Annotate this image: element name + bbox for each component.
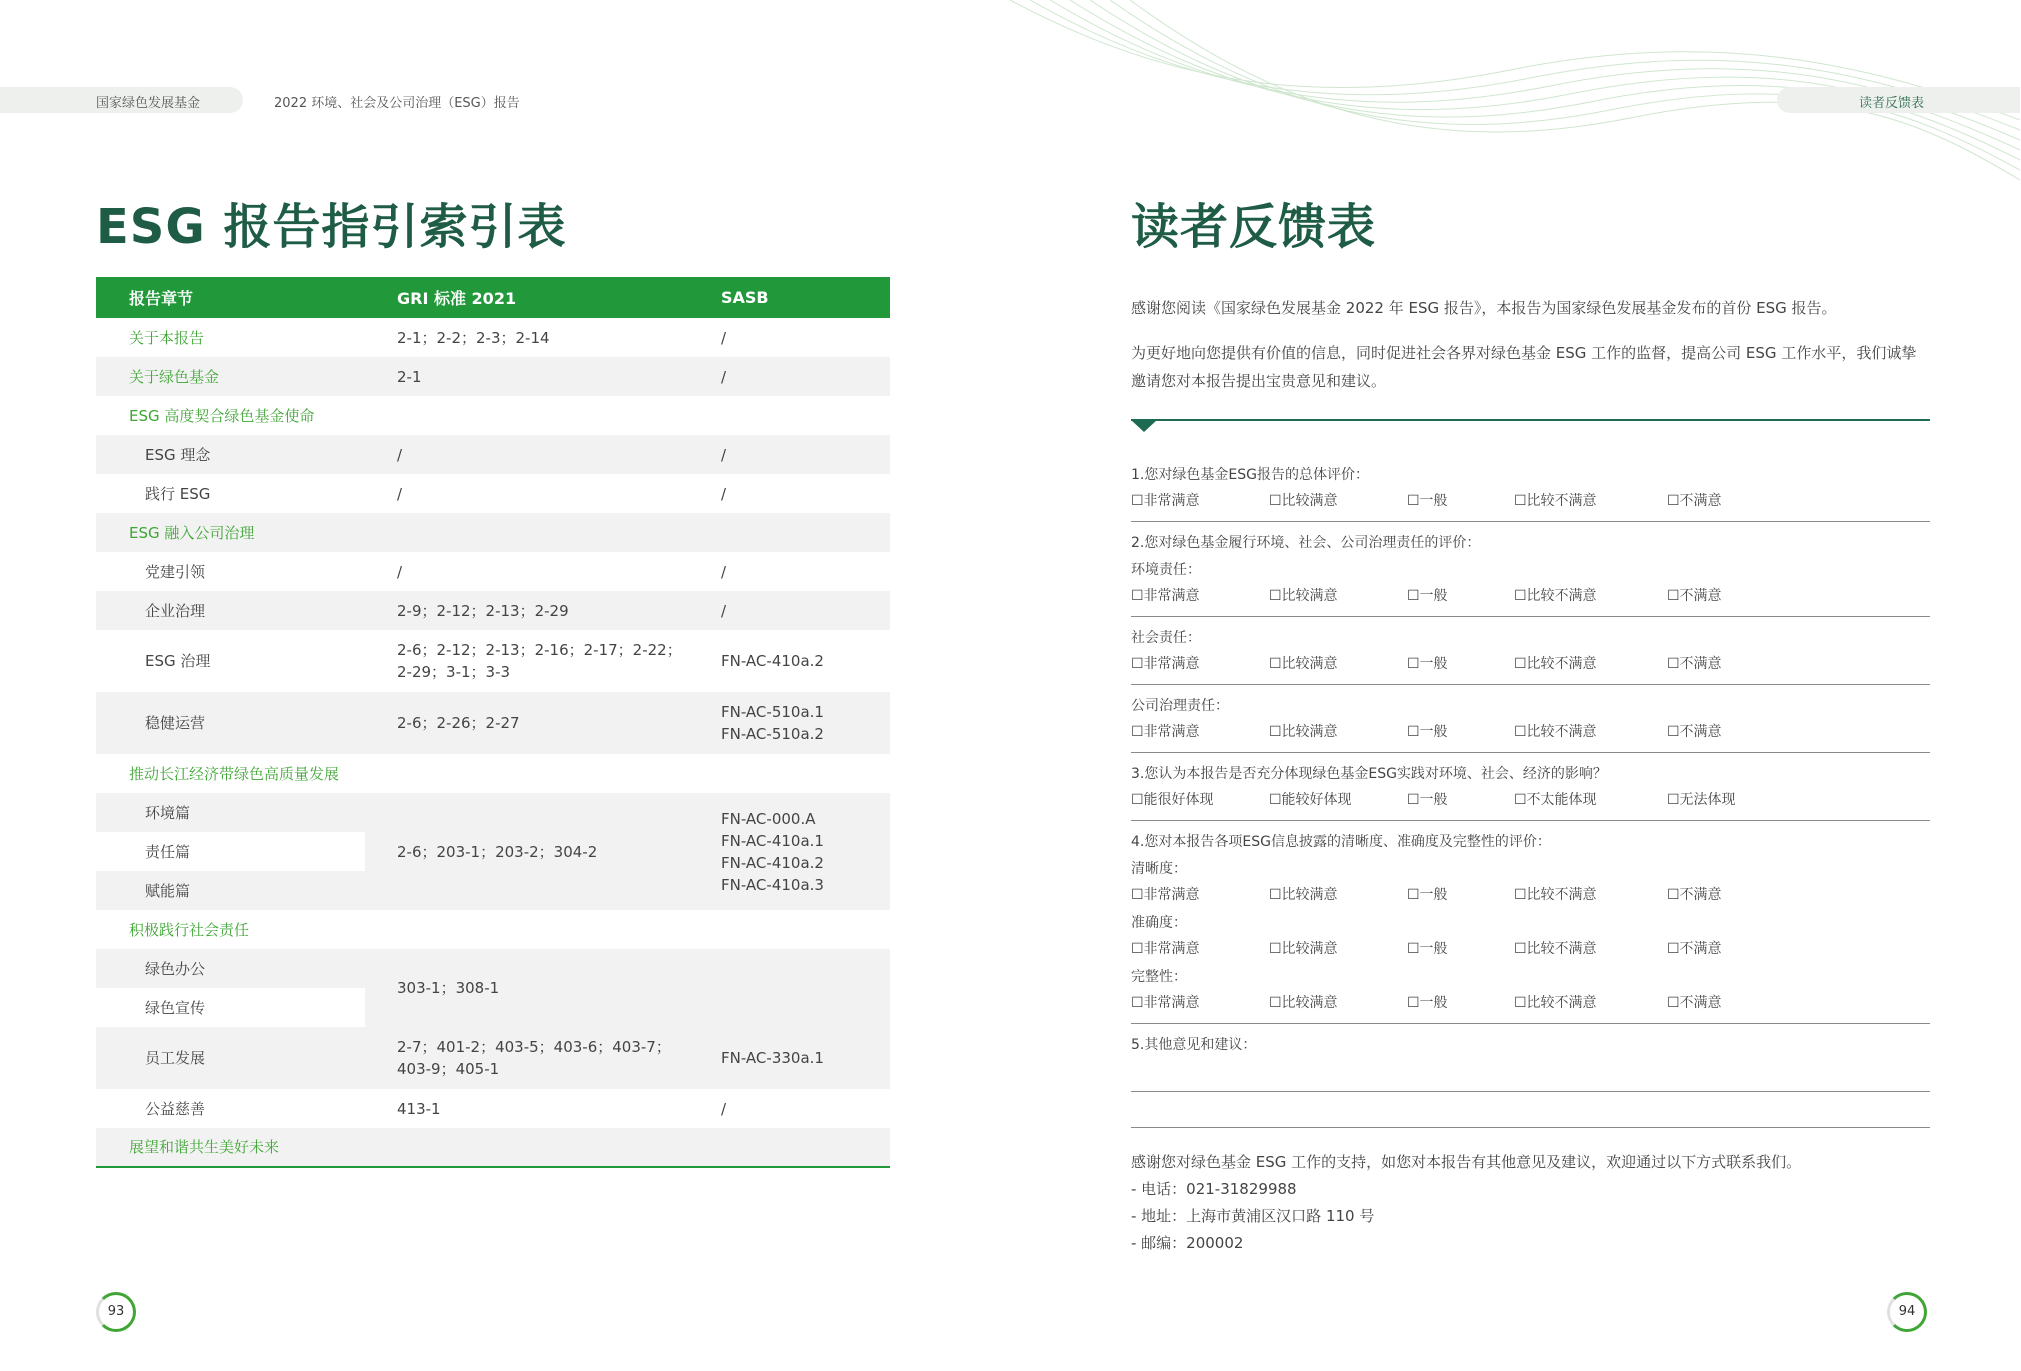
contact-intro: 感谢您对绿色基金 ESG 工作的支持，如您对本报告有其他意见及建议，欢迎通过以下方式联系我们。 (1131, 1153, 1802, 1171)
answer-line[interactable] (1131, 1091, 1930, 1092)
question-3: 3.您认为本报告是否充分体现绿色基金ESG实践对环境、社会、经济的影响？ (1131, 766, 1607, 782)
intro-paragraph: 感谢您阅读《国家绿色发展基金 2022 年 ESG 报告》，本报告为国家绿色发展基金发布的首份 ESG 报告。 (1131, 299, 1837, 317)
chapter-cell: 绿色办公 (96, 949, 365, 988)
chapter-cell: 责任篇 (96, 832, 365, 871)
table-header-row (96, 277, 890, 318)
chapter-cell: ESG 治理 (145, 652, 211, 670)
chapter-cell: 环境篇 (96, 793, 365, 832)
rating-options (1131, 721, 1931, 741)
section-cell: 积极践行社会责任 (129, 920, 250, 939)
checkbox-option[interactable]: ☐不满意 (1667, 887, 1722, 903)
table-row (96, 357, 890, 396)
gri-cell: / (397, 484, 403, 503)
chapter-cell: ESG 理念 (96, 435, 365, 474)
chapter-cell: 党建引领 (145, 562, 206, 581)
checkbox-option[interactable]: ☐非常满意 (1131, 724, 1200, 740)
checkbox-option[interactable]: ☐非常满意 (1131, 941, 1200, 957)
checkbox-option[interactable]: ☐比较满意 (1269, 995, 1338, 1011)
sasb-cell: / (689, 435, 890, 474)
sasb-cell (689, 692, 890, 754)
chapter-cell: 绿色宣传 (96, 988, 365, 1027)
sasb-cell: / (721, 484, 727, 503)
checkbox-option[interactable]: ☐无法体现 (1667, 792, 1736, 808)
column-header: GRI 标准 2021 (365, 277, 689, 318)
checkbox-option[interactable]: ☐一般 (1407, 995, 1448, 1011)
right-page (1010, 0, 2020, 1371)
checkbox-option[interactable]: ☐比较不满意 (1514, 941, 1597, 957)
table-row (96, 1027, 890, 1089)
question-label: 公司治理责任： (1131, 698, 1229, 714)
sasb-code: FN-AC-510a.1 FN-AC-510a.2 (721, 703, 824, 743)
divider (1131, 419, 1930, 421)
checkbox-option[interactable]: ☐一般 (1407, 792, 1448, 808)
contact-phone: - 电话：021-31829988 (1131, 1180, 1297, 1198)
checkbox-option[interactable]: ☐不满意 (1667, 941, 1722, 957)
checkbox-option[interactable]: ☐一般 (1407, 887, 1448, 903)
question-1: 1.您对绿色基金ESG报告的总体评价： (1131, 467, 1369, 483)
header-section-name: 读者反馈表 (1858, 96, 1924, 111)
sasb-cell (689, 793, 890, 910)
rating-options (1131, 585, 1931, 605)
gri-cell: 2-7；401-2；403-5；403-6；403-7；403-9；405-1 (365, 1027, 689, 1089)
table-row (96, 396, 890, 435)
checkbox-option[interactable]: ☐非常满意 (1131, 995, 1200, 1011)
divider (1131, 521, 1930, 522)
checkbox-option[interactable]: ☐非常满意 (1131, 656, 1200, 672)
chapter-cell: 员工发展 (96, 1027, 365, 1089)
table-row (96, 692, 890, 754)
divider (1131, 1023, 1930, 1024)
sasb-cell: / (689, 591, 890, 630)
gri-cell: 303-1；308-1 (365, 949, 689, 1027)
checkbox-option[interactable]: ☐比较满意 (1269, 724, 1338, 740)
question-4: 4.您对本报告各项ESG信息披露的清晰度、准确度及完整性的评价： (1131, 834, 1551, 850)
gri-cell: 2-1；2-2；2-3；2-14 (397, 328, 550, 347)
checkbox-option[interactable]: ☐比较不满意 (1514, 493, 1597, 509)
question-5: 5.其他意见和建议： (1131, 1037, 1257, 1053)
checkbox-option[interactable]: ☐不满意 (1667, 995, 1722, 1011)
rating-options (1131, 653, 1931, 673)
checkbox-option[interactable]: ☐不满意 (1667, 493, 1722, 509)
sasb-cell: / (721, 1099, 727, 1118)
question-label: 完整性： (1131, 969, 1187, 985)
table-row (96, 552, 890, 591)
table-row (96, 910, 890, 949)
chapter-cell: 企业治理 (96, 591, 365, 630)
table-row (96, 474, 890, 513)
answer-line[interactable] (1131, 1127, 1930, 1128)
checkbox-option[interactable]: ☐能较好体现 (1269, 792, 1352, 808)
gri-cell: 2-9；2-12；2-13；2-29 (365, 591, 689, 630)
sasb-cell: / (721, 562, 727, 581)
checkbox-option[interactable]: ☐非常满意 (1131, 887, 1200, 903)
gri-cell: 2-6；2-12；2-13；2-16；2-17；2-22；2-29；3-1；3-3 (397, 641, 682, 681)
rating-options (1131, 992, 1931, 1012)
chapter-cell: 公益慈善 (145, 1099, 206, 1118)
divider (1131, 752, 1930, 753)
header-org-name: 国家绿色发展基金 (96, 96, 201, 111)
table-row (96, 1128, 890, 1167)
chapter-cell: 赋能篇 (96, 871, 365, 910)
sasb-cell (689, 949, 890, 1027)
checkbox-option[interactable]: ☐非常满意 (1131, 493, 1200, 509)
question-label: 环境责任： (1131, 562, 1201, 578)
intro-paragraph: 为更好地向您提供有价值的信息，同时促进社会各界对绿色基金 ESG 工作的监督，提高公司 ESG 工作水平，我们诚挚邀请您对本报告提出宝贵意见和建议。 (1131, 344, 1917, 390)
checkbox-option[interactable]: ☐比较不满意 (1514, 656, 1597, 672)
section-cell: ESG 高度契合绿色基金使命 (129, 406, 315, 425)
checkbox-option[interactable]: ☐一般 (1407, 656, 1448, 672)
section-cell: ESG 融入公司治理 (96, 513, 890, 552)
sasb-cell: / (721, 328, 727, 347)
checkbox-option[interactable]: ☐不满意 (1667, 656, 1722, 672)
question-label: 准确度： (1131, 915, 1187, 931)
section-cell: 推动长江经济带绿色高质量发展 (129, 764, 340, 783)
column-header: SASB (689, 277, 890, 318)
checkbox-option[interactable]: ☐一般 (1407, 941, 1448, 957)
chapter-cell: 践行 ESG (145, 484, 211, 503)
gri-cell: 413-1 (397, 1099, 441, 1118)
table-row (96, 318, 890, 357)
checkbox-option[interactable]: ☐比较不满意 (1514, 588, 1597, 604)
section-cell: 展望和谐共生美好未来 (96, 1128, 890, 1167)
table-row (96, 793, 890, 832)
page-number: 94 (1887, 1292, 1927, 1332)
checkbox-option[interactable]: ☐不太能体现 (1514, 792, 1597, 808)
checkbox-option[interactable]: ☐比较满意 (1269, 656, 1338, 672)
left-page (0, 0, 1010, 1371)
impact-options (1131, 789, 1931, 809)
page-title: 读者反馈表 (1131, 199, 1377, 255)
table-row (96, 513, 890, 552)
table-row (96, 591, 890, 630)
gri-cell: / (365, 435, 689, 474)
sasb-cell: FN-AC-330a.1 (689, 1027, 890, 1089)
header-report-name: 2022 环境、社会及公司治理（ESG）报告 (274, 96, 520, 111)
page-number: 93 (96, 1292, 136, 1332)
gri-cell: 2-6；203-1；203-2；304-2 (365, 793, 689, 910)
contact-zip: - 邮编：200002 (1131, 1234, 1244, 1252)
checkbox-option[interactable]: ☐能很好体现 (1131, 792, 1214, 808)
sasb-cell: FN-AC-410a.2 (721, 652, 824, 670)
divider (1131, 616, 1930, 617)
question-2: 2.您对绿色基金履行环境、社会、公司治理责任的评价： (1131, 535, 1481, 551)
gri-cell: 2-6；2-26；2-27 (365, 692, 689, 754)
checkbox-option[interactable]: ☐比较不满意 (1514, 995, 1597, 1011)
contact-address: - 地址：上海市黄浦区汉口路 110 号 (1131, 1207, 1375, 1225)
page-title: ESG 报告指引索引表 (96, 199, 567, 255)
divider (1131, 820, 1930, 821)
table-row (96, 949, 890, 988)
checkbox-option[interactable]: ☐一般 (1407, 493, 1448, 509)
table-row (96, 630, 890, 692)
rating-options (1131, 884, 1931, 904)
checkbox-option[interactable]: ☐不满意 (1667, 724, 1722, 740)
rating-options (1131, 490, 1931, 510)
divider (1131, 684, 1930, 685)
checkbox-option[interactable]: ☐非常满意 (1131, 588, 1200, 604)
divider-marker (1131, 420, 1157, 432)
sasb-cell: / (689, 357, 890, 396)
table-row (96, 435, 890, 474)
esg-index-table (96, 277, 890, 1168)
chapter-cell: 稳健运营 (96, 692, 365, 754)
column-header: 报告章节 (96, 277, 365, 318)
question-label: 社会责任： (1131, 630, 1201, 646)
checkbox-option[interactable]: ☐一般 (1407, 724, 1448, 740)
checkbox-option[interactable]: ☐比较不满意 (1514, 724, 1597, 740)
checkbox-option[interactable]: ☐比较满意 (1269, 887, 1338, 903)
question-label: 清晰度： (1131, 861, 1187, 877)
gri-cell: 2-1 (365, 357, 689, 396)
chapter-cell: 关于绿色基金 (96, 357, 365, 396)
checkbox-option[interactable]: ☐比较满意 (1269, 588, 1338, 604)
checkbox-option[interactable]: ☐比较满意 (1269, 493, 1338, 509)
table-row (96, 1089, 890, 1128)
rating-options (1131, 938, 1931, 958)
checkbox-option[interactable]: ☐比较满意 (1269, 941, 1338, 957)
checkbox-option[interactable]: ☐一般 (1407, 588, 1448, 604)
chapter-cell: 关于本报告 (129, 328, 205, 347)
sasb-code: FN-AC-000.A FN-AC-410a.1 FN-AC-410a.2 FN-AC-410a.3 (721, 809, 824, 894)
checkbox-option[interactable]: ☐比较不满意 (1514, 887, 1597, 903)
table-row (96, 754, 890, 793)
checkbox-option[interactable]: ☐不满意 (1667, 588, 1722, 604)
gri-cell: / (397, 562, 403, 581)
